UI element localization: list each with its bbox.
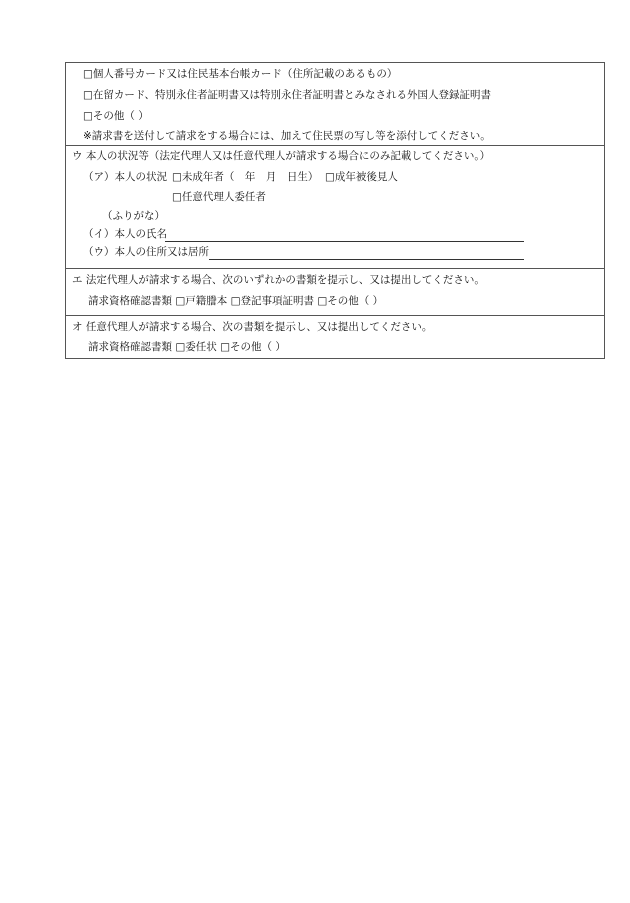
minor-checkbox-item[interactable]: □未成年者（ 年 月 日生） [172, 171, 319, 183]
voluntary-agent-docs-checkboxes[interactable]: 請求資格確認書類 □委任状 □その他（ ） [88, 341, 286, 353]
legal-representative-section [66, 268, 604, 316]
status-label: （ア）本人の状況 [83, 171, 167, 183]
legal-rep-docs-checkboxes[interactable]: 請求資格確認書類 □戸籍謄本 □登記事項証明書 □その他（ ） [88, 295, 384, 307]
principal-checkbox-item[interactable]: □任意代理人委任者 [172, 191, 266, 203]
furigana-label: （ふりがな） [102, 210, 165, 222]
section-o-heading: オ 任意代理人が請求する場合、次の書類を提示し、又は提出してください。 [72, 321, 433, 333]
name-field[interactable] [165, 241, 524, 242]
adult-ward-checkbox-item[interactable]: □成年被後見人 [325, 171, 398, 183]
principal-status-section [66, 145, 604, 269]
request-form-box [65, 62, 605, 359]
residence-card-checkbox-item[interactable]: □在留カード、特別永住者証明書又は特別永住者証明書とみなされる外国人登録証明書 [83, 89, 491, 101]
mynumber-card-checkbox-item[interactable]: □個人番号カード又は住民基本台帳カード（住所記載のあるもの） [83, 68, 398, 80]
name-label: （イ）本人の氏名 [83, 228, 167, 240]
id-documents-section [66, 63, 604, 145]
other-id-checkbox-item[interactable]: □その他（ ） [83, 110, 149, 122]
section-u-heading: ウ 本人の状況等（法定代理人又は任意代理人が請求する場合にのみ記載してください。） [72, 150, 491, 162]
section-e-heading: エ 法定代理人が請求する場合、次のいずれかの書類を提示し、又は提出してください。 [72, 274, 485, 286]
mail-request-note: ※請求書を送付して請求をする場合には、加えて住民票の写し等を添付してください。 [83, 130, 491, 142]
address-field[interactable] [209, 259, 524, 260]
address-label: （ウ）本人の住所又は居所 [83, 246, 209, 258]
voluntary-agent-section [66, 315, 604, 360]
